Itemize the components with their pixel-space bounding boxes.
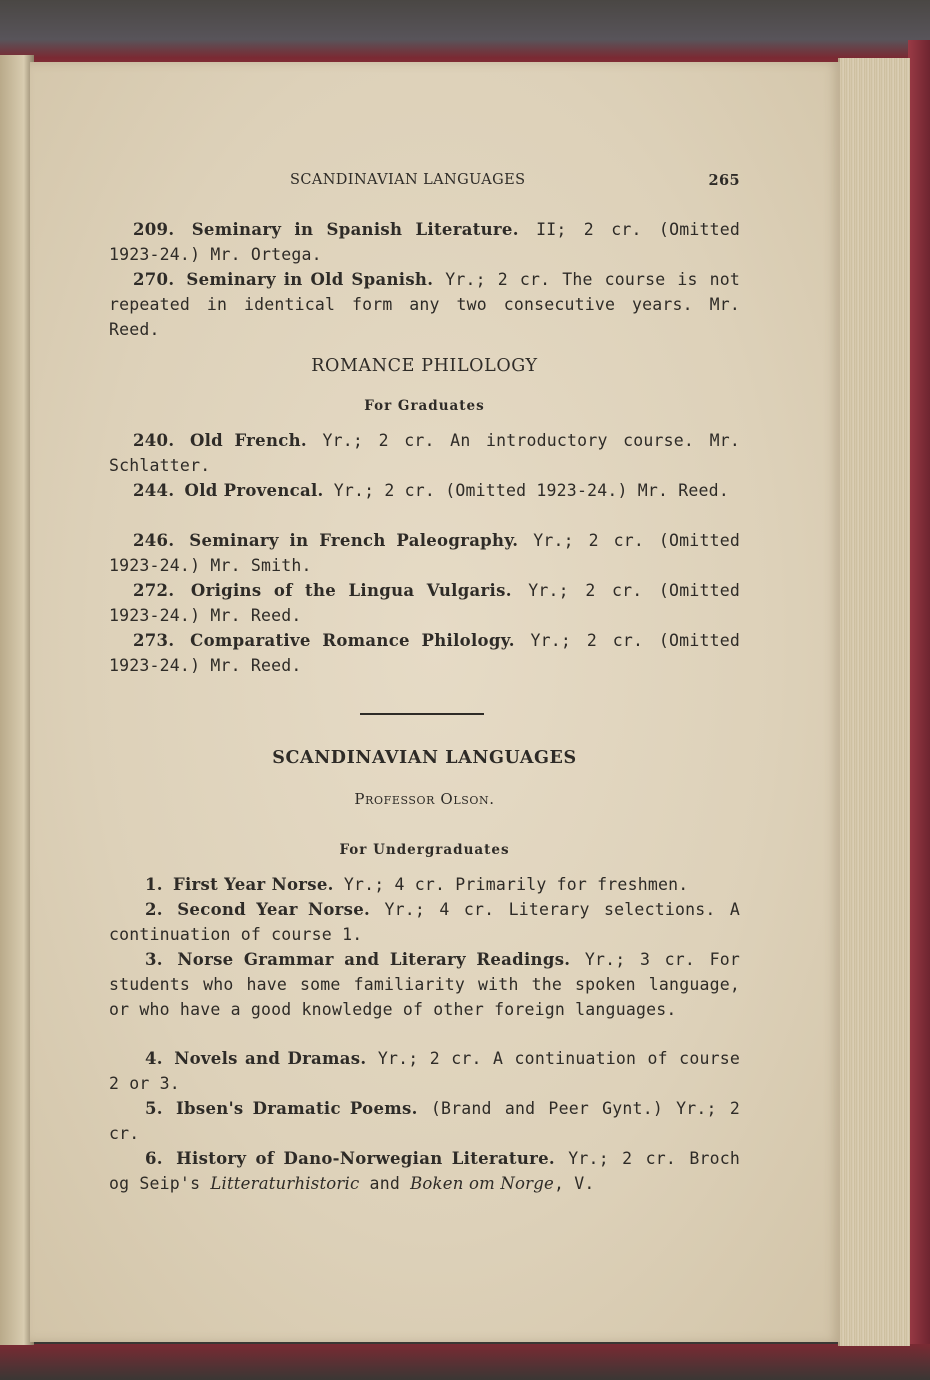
course-number: 4. [145, 1049, 163, 1068]
book-cover-bottom [0, 1344, 930, 1380]
course-details: Yr.; 2 cr. A continuation of course 2 or 3. [109, 1049, 740, 1093]
course-number: 6. [145, 1149, 163, 1168]
course-title: History of Dano-Norwegian Literature. [176, 1149, 555, 1168]
course-number: 3. [145, 950, 163, 969]
course-number: 270. [133, 270, 175, 289]
section-subheading: For Graduates [364, 398, 485, 414]
course-entry [109, 1147, 740, 1197]
course-details: Yr.; 2 cr. An introductory course. Mr. Schlatter. [109, 431, 740, 475]
course-details: and [359, 1173, 411, 1193]
course-title: Old Provencal. [184, 481, 324, 500]
running-head-title: SCANDINAVIAN LANGUAGES [290, 172, 526, 188]
course-title: Old French. [189, 431, 307, 450]
course-title: First Year Norse. [172, 875, 334, 894]
book-page [30, 62, 840, 1342]
course-title: Comparative Romance Philology. [190, 631, 515, 650]
course-number: 1. [145, 875, 163, 894]
course-title: Seminary in Spanish Literature. [191, 220, 519, 239]
page-number: 265 [708, 172, 740, 189]
course-entry [109, 629, 740, 679]
course-details: Yr.; 2 cr. The course is not repeated in identical form any two consecutive years. Mr. Reed. [109, 270, 740, 339]
course-entry [109, 898, 740, 948]
course-number: 246. [133, 531, 175, 550]
course-number: 244. [133, 481, 175, 500]
course-entry [109, 268, 740, 342]
course-title: Novels and Dramas. [174, 1049, 367, 1068]
course-title: Norse Grammar and Literary Readings. [177, 950, 571, 969]
course-entry [109, 529, 740, 579]
left-page-edge [0, 55, 34, 1345]
course-entry [109, 429, 740, 479]
course-number: 272. [133, 581, 175, 600]
course-number: 209. [133, 220, 175, 239]
section-heading: ROMANCE PHILOLOGY [311, 356, 538, 376]
course-title: Seminary in French Paleography. [189, 531, 519, 550]
course-number: 2. [145, 900, 163, 919]
course-number: 240. [133, 431, 175, 450]
course-details: Yr.; 2 cr. (Omitted 1923-24.) Mr. Reed. [109, 581, 740, 625]
running-head [109, 172, 740, 192]
course-entry [109, 479, 740, 504]
course-details: (Brand and Peer Gynt.) Yr.; 2 cr. [109, 1099, 741, 1143]
course-details: Yr.; 2 cr. (Omitted 1923-24.) Mr. Smith. [109, 531, 740, 575]
course-title: Seminary in Old Spanish. [186, 270, 434, 289]
course-details: II; 2 cr. (Omitted 1923-24.) Mr. Ortega. [109, 220, 741, 264]
course-entry [109, 1047, 740, 1097]
section-heading: SCANDINAVIAN LANGUAGES [272, 748, 577, 768]
section-subheading: For Undergraduates [339, 842, 510, 858]
course-entry [109, 218, 740, 268]
course-entry [109, 1097, 740, 1147]
course-entry [109, 873, 740, 898]
professor-name: Professor Olson. [354, 790, 495, 808]
course-details: Yr.; 4 cr. Primarily for freshmen. [333, 875, 689, 894]
page-edges [838, 58, 910, 1346]
book-title-italic: Litteraturhistoric [210, 1173, 360, 1193]
course-title: Second Year Norse. [177, 900, 371, 919]
course-details: Yr.; 2 cr. (Omitted 1923-24.) Mr. Reed. [109, 631, 740, 675]
course-title: Origins of the Lingua Vulgaris. [190, 581, 512, 600]
course-title: Ibsen's Dramatic Poems. [176, 1099, 418, 1118]
course-details: Yr.; 2 cr. Broch og Seip's [109, 1149, 740, 1193]
course-number: 5. [145, 1099, 163, 1118]
book-title-italic: Boken om Norge [410, 1173, 554, 1193]
course-details: , V. [554, 1173, 595, 1193]
course-number: 273. [133, 631, 175, 650]
course-entry [109, 579, 740, 629]
book-cover-right [908, 40, 930, 1360]
course-details: Yr.; 4 cr. Literary selections. A continuation of course 1. [109, 900, 740, 944]
section-divider [360, 713, 484, 715]
course-details: Yr.; 3 cr. For students who have some familiarity with the spoken language, or who have a good knowledge of other foreign languages. [109, 950, 740, 1019]
course-details: Yr.; 2 cr. (Omitted 1923-24.) Mr. Reed. [323, 481, 729, 500]
course-entry [109, 948, 740, 1022]
